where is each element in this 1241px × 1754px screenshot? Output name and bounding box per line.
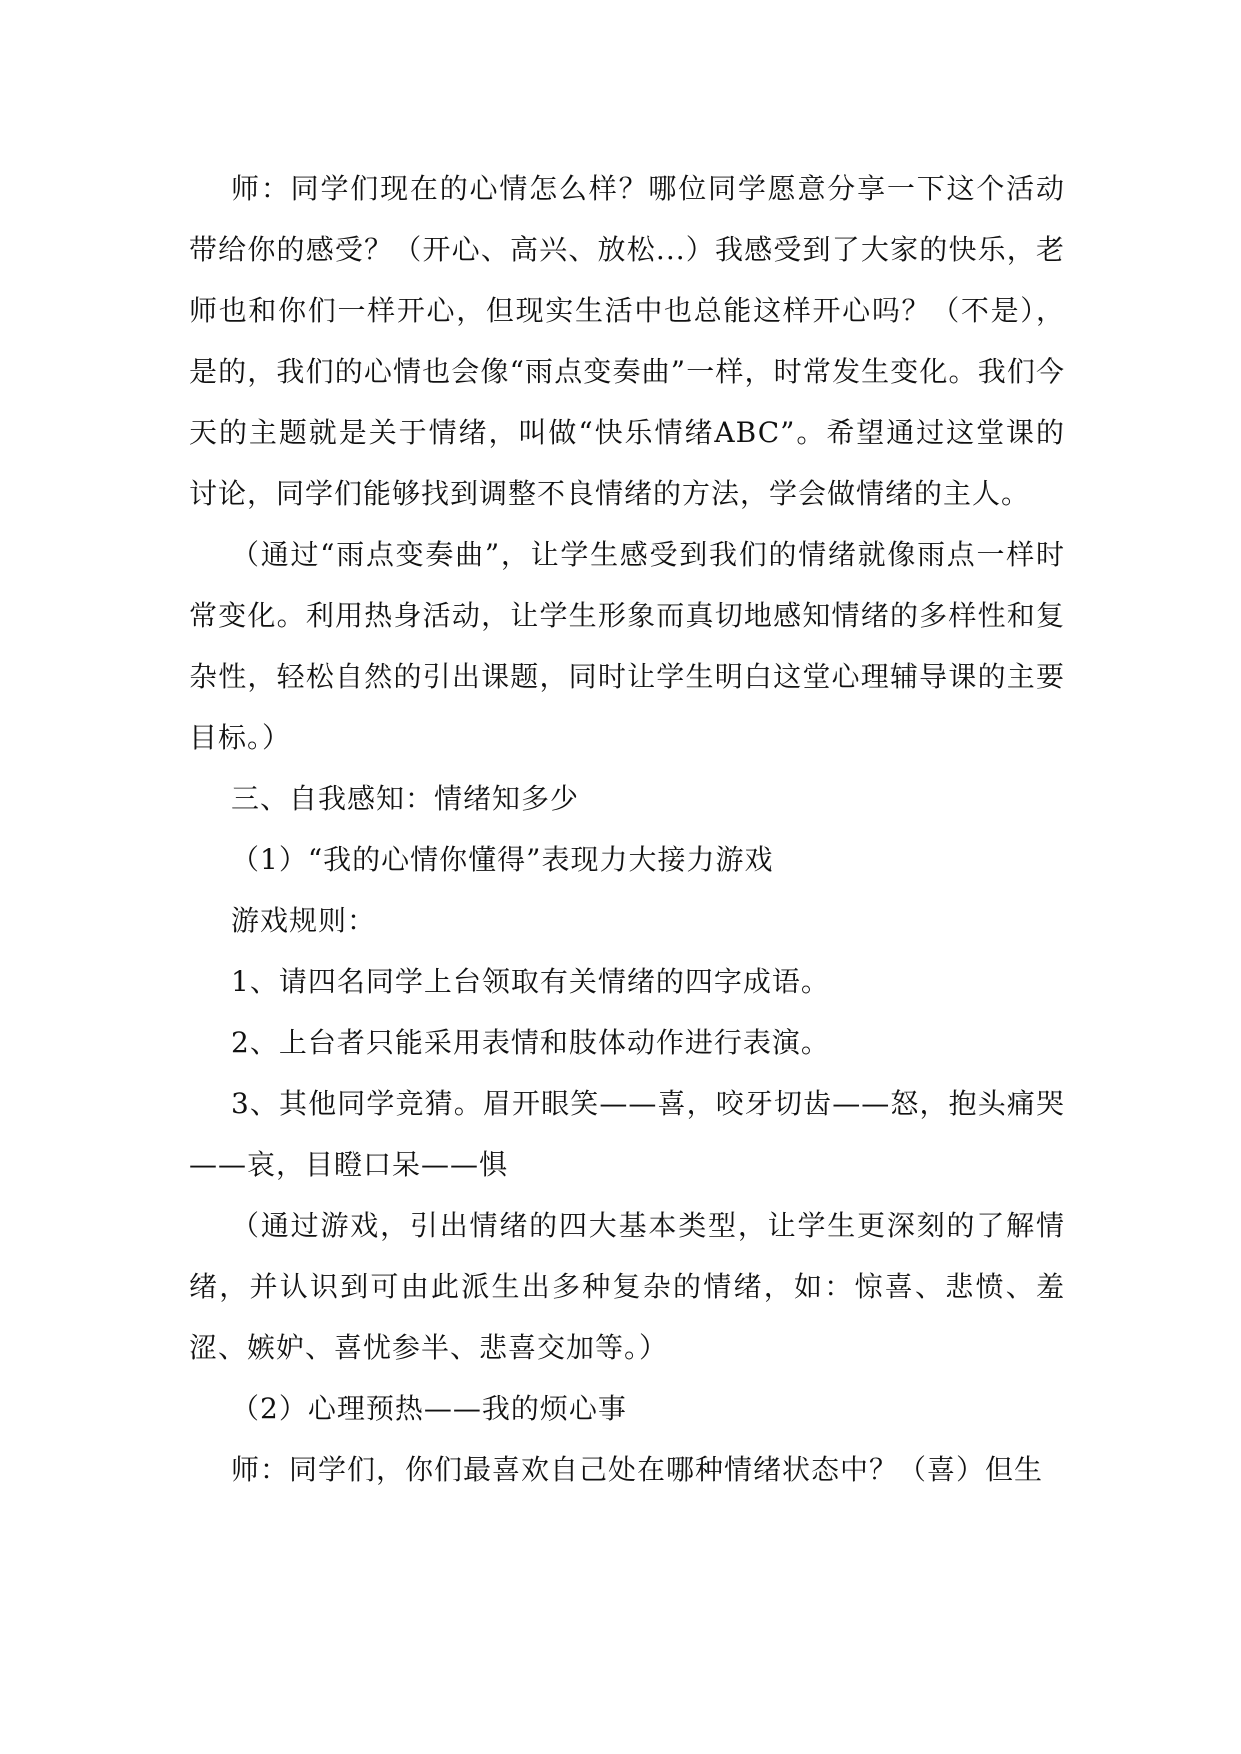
paragraph-teacher-question: 师：同学们，你们最喜欢自己处在哪种情绪状态中？（喜）但生 (231, 1453, 1044, 1486)
section-heading-self-awareness: 三、自我感知：情绪知多少 (231, 782, 580, 815)
game-rules-label: 游戏规则： (231, 904, 377, 937)
rule-item-1: 1、请四名同学上台领取有关情绪的四字成语。 (231, 965, 830, 998)
document-body (189, 158, 1065, 1500)
paragraph-design-note-1: （通过“雨点变奏曲”，让学生感受到我们的情绪就像雨点一样时常变化。利用热身活动，让学生形象而真切地感知情绪的多样性和复杂性，轻松自然的引出课题，同时让学生明白这堂心理辅导课的主要目标。） (189, 538, 1065, 754)
rule-item-2: 2、上台者只能采用表情和肢体动作进行表演。 (231, 1026, 830, 1059)
subheading-worries: （2）心理预热——我的烦心事 (231, 1392, 627, 1425)
paragraph-design-note-2: （通过游戏，引出情绪的四大基本类型，让学生更深刻的了解情绪，并认识到可由此派生出多种复杂的情绪，如：惊喜、悲愤、羞涩、嫉妒、喜忧参半、悲喜交加等。） (189, 1209, 1065, 1364)
subheading-game: （1）“我的心情你懂得”表现力大接力游戏 (231, 843, 774, 876)
rule-item-3: 3、其他同学竞猜。眉开眼笑——喜，咬牙切齿——怒，抱头痛哭——哀，目瞪口呆——惧 (189, 1087, 1065, 1181)
paragraph-teacher-opening: 师：同学们现在的心情怎么样？哪位同学愿意分享一下这个活动带给你的感受？（开心、高兴、放松...）我感受到了大家的快乐，老师也和你们一样开心，但现实生活中也总能这样开心吗？（不是），是的，我们的心情也会像“雨点变奏曲”一样，时常发生变化。我们今天的主题就是关于情绪，叫做“快乐情绪ABC”。希望通过这堂课的讨论，同学们能够找到调整不良情绪的方法，学会做情绪的主人。 (189, 172, 1065, 510)
